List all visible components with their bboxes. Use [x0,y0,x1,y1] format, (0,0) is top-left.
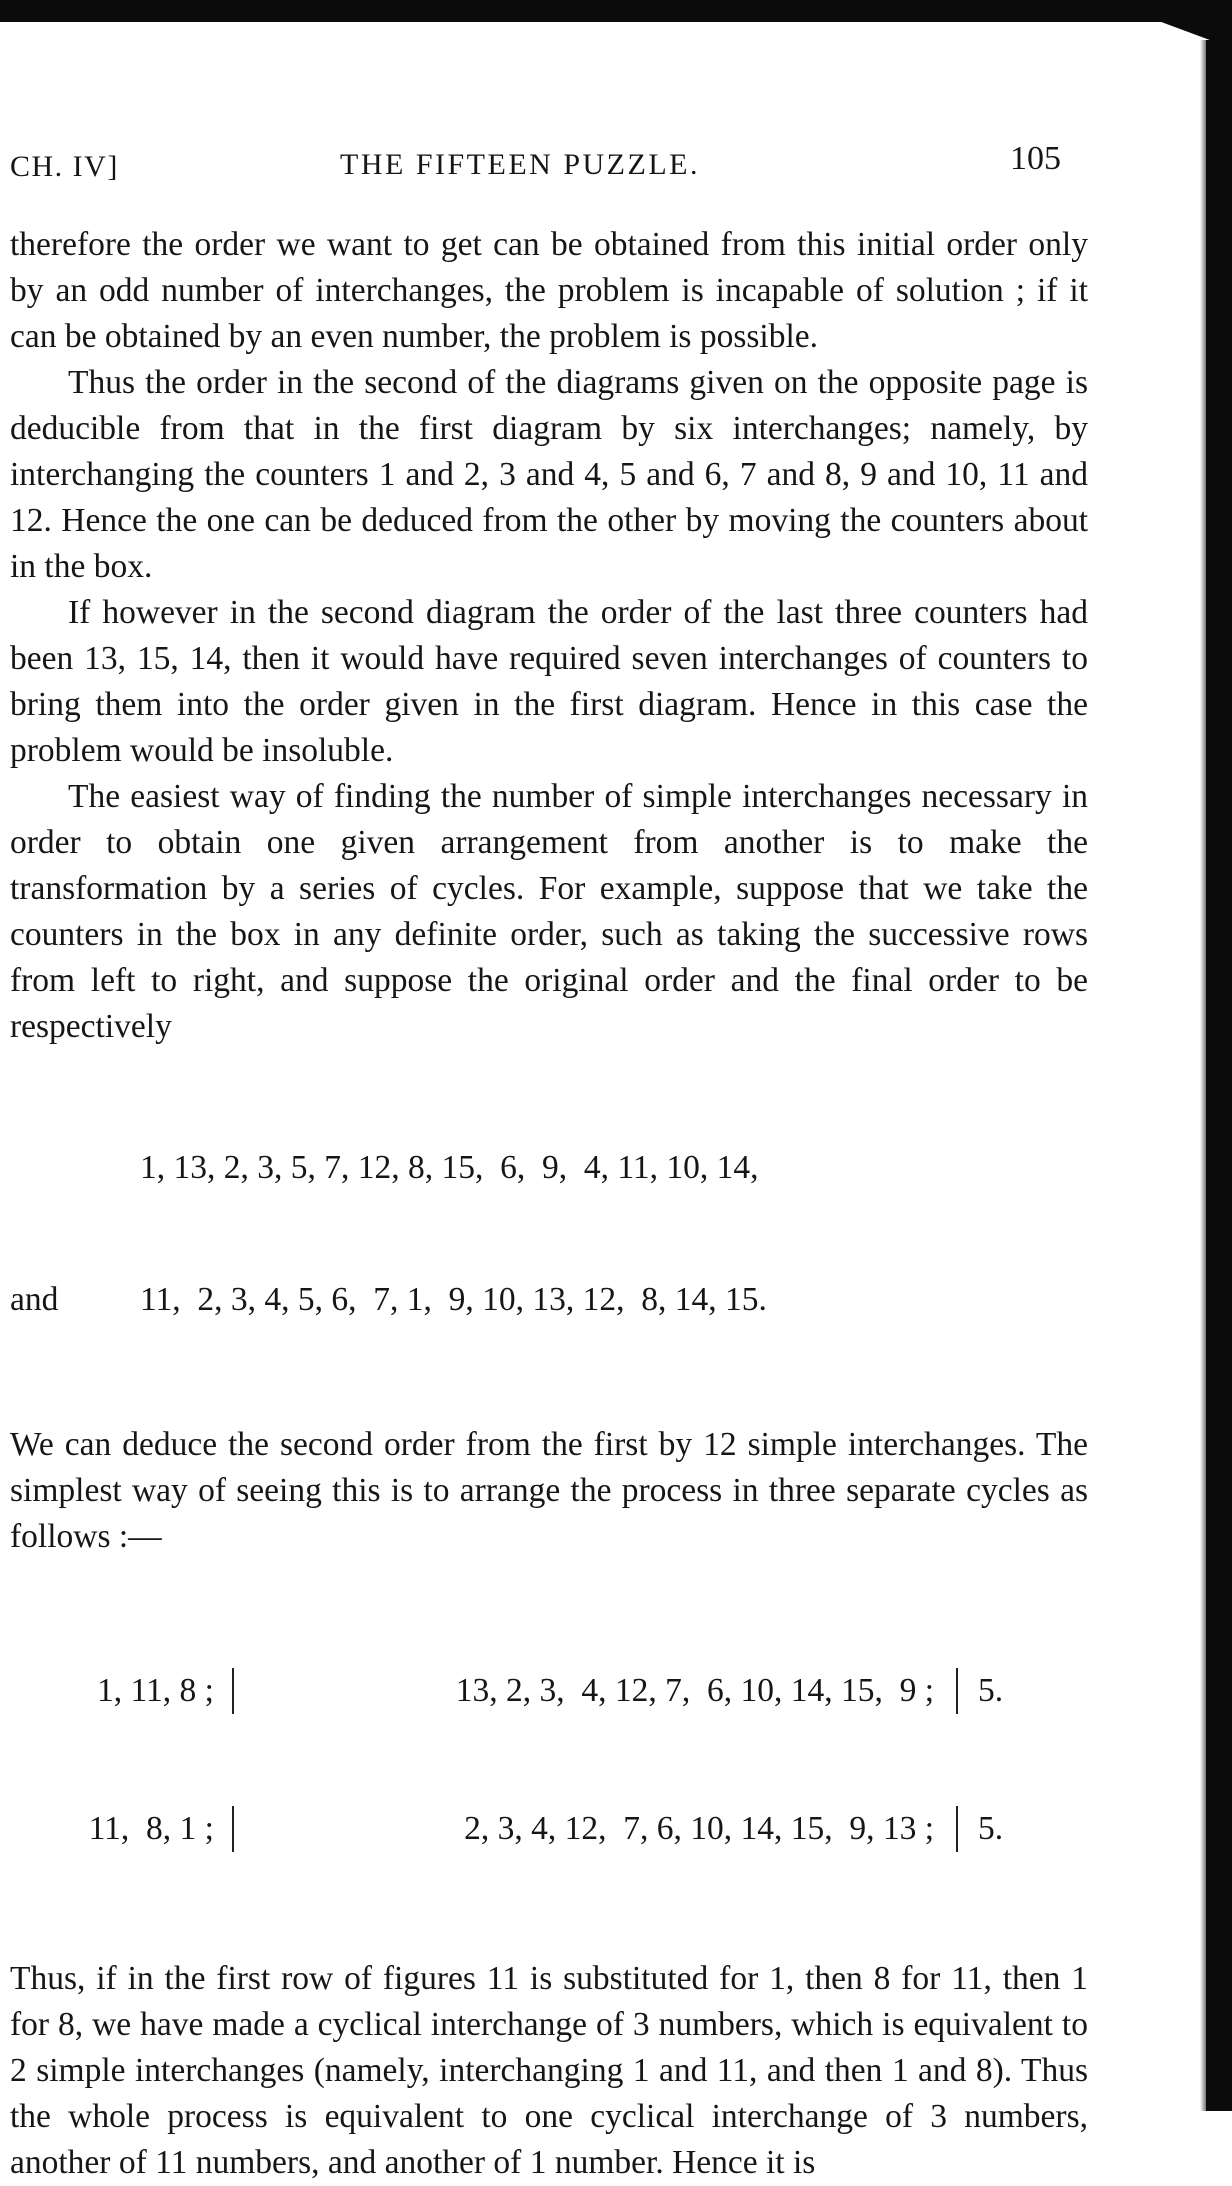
cycle-one-top: 1, 11, 8 ; [97,1672,214,1709]
cycles-display [10,1576,1088,1944]
scan-page-edge-shadow [1200,40,1206,2111]
cycle-row-top [10,1668,1088,1714]
chapter-label: CH. IV] [10,150,119,183]
arrangement-row-final [10,1278,1088,1322]
page-number: 105 [1010,140,1061,177]
paragraph-insoluble-case: If however in the second diagram the order of the last three counters had been 13, 15, 14, then it would have required seven interchanges of counters to bring them into the order given in the first diagram. Hence in this case the problem would be insoluble. [10,594,1088,769]
running-title: THE FIFTEEN PUZZLE. [340,148,700,181]
arrangement-initial: 1, 13, 2, 3, 5, 7, 12, 8, 15, 6, 9, 4, 11, 10, 14, [140,1149,759,1186]
cycle-two-top: 13, 2, 3, 4, 12, 7, 6, 10, 14, 15, 9 ; [232,1668,956,1714]
arrangement-final: 11, 2, 3, 4, 5, 6, 7, 1, 9, 10, 13, 12, 8, 14, 15. [140,1281,767,1318]
paragraph-cycles-method: The easiest way of finding the number of simple interchanges necessary in order to obtain one given arrangement from another is to make the transformation by a series of cycles. For example, suppose that we take the counters in the box in any definite order, such as taking the successive rows from left to right, and suppose the original order and the final order to be respectively [10,778,1088,1045]
cycle-three-bottom: 5. [956,1806,1076,1852]
running-head [10,140,1090,190]
cycle-row-bottom [10,1806,1088,1852]
paragraph-deduce-order: We can deduce the second order from the first by 12 simple interchanges. The simplest way of seeing this is to arrange the process in three separate cycles as follows :— [10,1426,1088,1555]
cycle-three-top: 5. [956,1668,1076,1714]
paragraph-cyclical-interchange: Thus, if in the first row of figures 11 is substituted for 1, then 8 for 11, then 1 for 8, we have made a cyclical interchange of 3 numbers, which is equivalent to 2 simple interchanges (namely, interchanging 1 and 11, and then 1 and 8). Thus the whole process is equivalent to one cyclical interchange of 3 numbers, another of 11 numbers, and another of 1 number. Hence it is [10,1960,1088,2181]
cycle-one-bottom: 11, 8, 1 ; [88,1810,214,1847]
arrangement-display [10,1058,1088,1410]
arrangement-conjunction: and [10,1281,59,1318]
paragraph-continuation: therefore the order we want to get can be obtained from this initial order only by an odd number of interchanges, the problem is incapable of solution ; if it can be obtained by an even number, the problem is possible. [10,226,1088,355]
scan-border-top [0,0,1232,22]
scan-border-right [1206,40,1232,2111]
cycle-two-bottom: 2, 3, 4, 12, 7, 6, 10, 14, 15, 9, 13 ; [232,1806,956,1852]
arrangement-row-initial [10,1146,1088,1190]
paragraph-diagram-order: Thus the order in the second of the diagrams given on the opposite page is deducible from that in the first diagram by six interchanges; namely, by interchanging the counters 1 and 2, 3 and 4, 5 and 6, 7 and 8, 9 and 10, 11 and 12. Hence the one can be deduced from the other by moving the counters about in the box. [10,364,1088,585]
page-body [10,222,1088,2186]
